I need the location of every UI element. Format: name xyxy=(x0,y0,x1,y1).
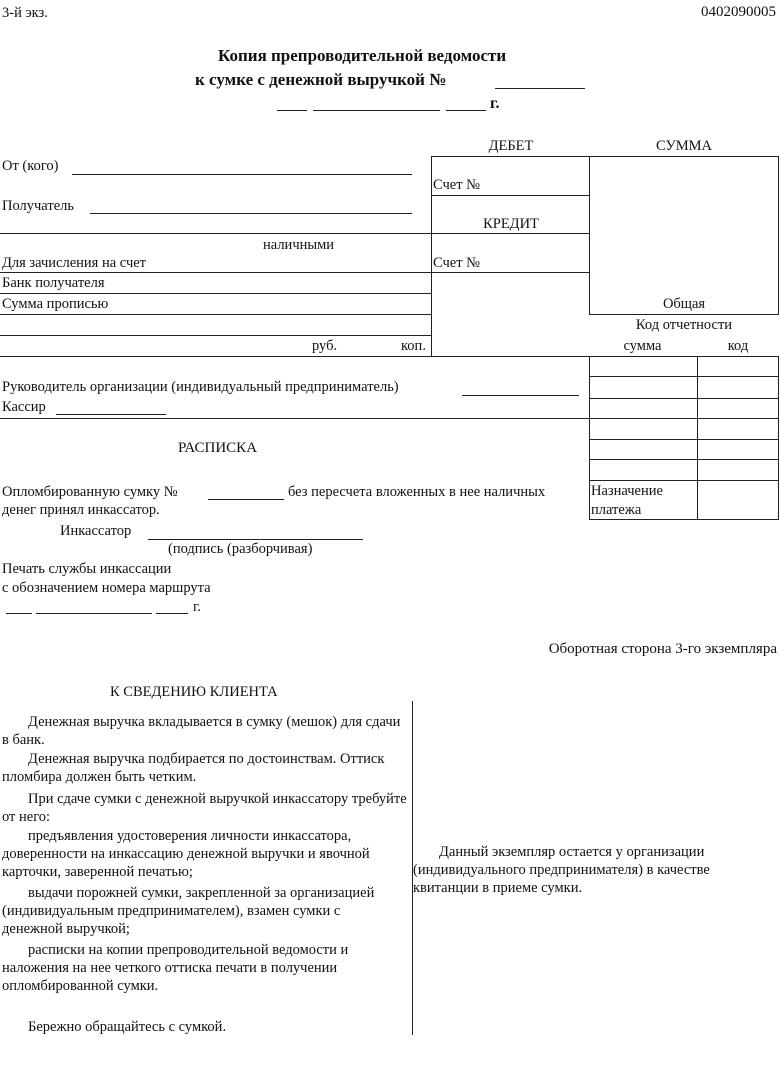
copy-number: 3-й экз. xyxy=(2,5,48,21)
form-bottom-line xyxy=(0,356,779,357)
signature-bottom-line xyxy=(0,418,779,419)
notice-title: К СВЕДЕНИЮ КЛИЕНТА xyxy=(110,684,278,700)
receipt-date-day[interactable] xyxy=(6,613,32,614)
row-divider xyxy=(0,293,432,294)
recipient-label: Получатель xyxy=(2,198,74,214)
date-day-field[interactable] xyxy=(277,110,307,111)
receipt-date-month[interactable] xyxy=(36,613,152,614)
credit-account-label: Счет № xyxy=(433,255,481,271)
stamp-line-1: Печать службы инкассации xyxy=(2,561,172,577)
table-top-border xyxy=(432,156,779,157)
receipt-bag-number-field[interactable] xyxy=(208,499,284,500)
grid-row-line xyxy=(589,459,779,460)
recipient-field[interactable] xyxy=(90,213,412,214)
collector-label: Инкассатор xyxy=(60,523,132,539)
receipt-line1-b: без пересчета вложенных в нее наличных xyxy=(288,484,546,500)
col-code-label: код xyxy=(727,338,749,354)
notice-closing: Бережно обращайтесь с сумкой. xyxy=(28,1019,227,1035)
cashier-label: Кассир xyxy=(2,399,46,415)
report-code-label: Код отчетности xyxy=(635,317,733,333)
credit-header: КРЕДИТ xyxy=(483,216,539,232)
notice-paragraph: выдачи порожней сумки, закрепленной за организацией (индивидуальным предпринимателем), взамен сумки с денежной выручкой; xyxy=(2,885,375,938)
row-divider xyxy=(0,272,432,273)
rub-label: руб. xyxy=(312,338,338,354)
row-divider xyxy=(0,314,432,315)
from-field[interactable] xyxy=(72,174,412,175)
stamp-line-2: с обозначением номера маршрута xyxy=(2,580,211,596)
purpose-label-1: Назначение xyxy=(591,483,663,499)
table-left-border xyxy=(431,156,432,356)
total-label: Общая xyxy=(662,296,706,312)
debit-sum-divider xyxy=(589,156,590,314)
sum-header: СУММА xyxy=(655,138,712,154)
page-subtitle: к сумке с денежной выручкой № xyxy=(195,70,447,89)
grid-middle-border xyxy=(697,356,698,520)
grid-row-line xyxy=(589,480,779,481)
debit-account-label: Счет № xyxy=(433,177,481,193)
grid-row-line xyxy=(589,376,779,377)
year-suffix: г. xyxy=(490,95,500,112)
notice-paragraph: расписки на копии препроводительной ведомости и наложения на нее четкого оттиска печати в получении опломбированной сумки. xyxy=(2,942,349,995)
cashier-signature-field[interactable] xyxy=(56,414,166,415)
cash-label: наличными xyxy=(263,237,335,253)
notice-paragraph: предъявления удостоверения личности инкассатора, доверенности на инкассацию денежной выручки и явочной карточки, заверенной печатью; xyxy=(2,828,370,881)
credit-account-row-label: Для зачисления на счет xyxy=(2,255,147,271)
credit-header-bottom xyxy=(432,233,589,234)
from-label: От (кого) xyxy=(2,158,59,174)
signature-hint: (подпись (разборчивая) xyxy=(168,541,313,557)
purpose-label-2: платежа xyxy=(591,502,642,518)
page-title: Копия препроводительной ведомости xyxy=(218,46,507,65)
receipt-date-year[interactable] xyxy=(156,613,188,614)
date-month-field[interactable] xyxy=(313,110,440,111)
receipt-line1-a: Опломбированную сумку № xyxy=(2,484,178,500)
total-bottom xyxy=(589,314,779,315)
head-signature-field[interactable] xyxy=(462,395,579,396)
row-divider xyxy=(0,233,432,234)
receipt-year-suffix: г. xyxy=(193,599,201,615)
grid-row-line xyxy=(589,439,779,440)
grid-left-border xyxy=(589,356,590,520)
credit-account-bottom xyxy=(432,272,589,273)
head-signature-label: Руководитель организации (индивидуальный предприниматель) xyxy=(2,379,399,395)
grid-right-border xyxy=(778,356,779,520)
kop-label: коп. xyxy=(401,338,426,354)
form-code: 0402090005 xyxy=(701,4,776,20)
receipt-title: РАСПИСКА xyxy=(178,440,258,456)
right-note: Данный экземпляр остается у организации (индивидуального предпринимателя) в качестве квитанции в приеме сумки. xyxy=(413,844,710,897)
debit-header: ДЕБЕТ xyxy=(488,138,534,154)
bank-label: Банк получателя xyxy=(2,275,105,291)
collector-signature-field[interactable] xyxy=(148,539,363,540)
notice-paragraph: Денежная выручка вкладывается в сумку (мешок) для сдачи в банк. xyxy=(2,714,401,749)
notice-paragraph: Денежная выручка подбирается по достоинствам. Оттиск пломбира должен быть четким. xyxy=(2,751,385,786)
amount-words-label: Сумма прописью xyxy=(2,296,109,312)
grid-row-line xyxy=(589,398,779,399)
col-sum-label: сумма xyxy=(623,338,662,354)
debit-account-bottom xyxy=(432,195,589,196)
reverse-title: Оборотная сторона 3-го экземпляра xyxy=(548,641,777,657)
notice-paragraph: При сдаче сумки с денежной выручкой инкассатору требуйте от него: xyxy=(2,791,407,826)
table-right-border xyxy=(778,156,779,314)
row-divider xyxy=(0,335,432,336)
date-year-field[interactable] xyxy=(446,110,486,111)
receipt-line2: денег принял инкассатор. xyxy=(2,502,160,518)
bag-number-field[interactable] xyxy=(495,88,585,89)
grid-bottom-line xyxy=(589,519,779,520)
